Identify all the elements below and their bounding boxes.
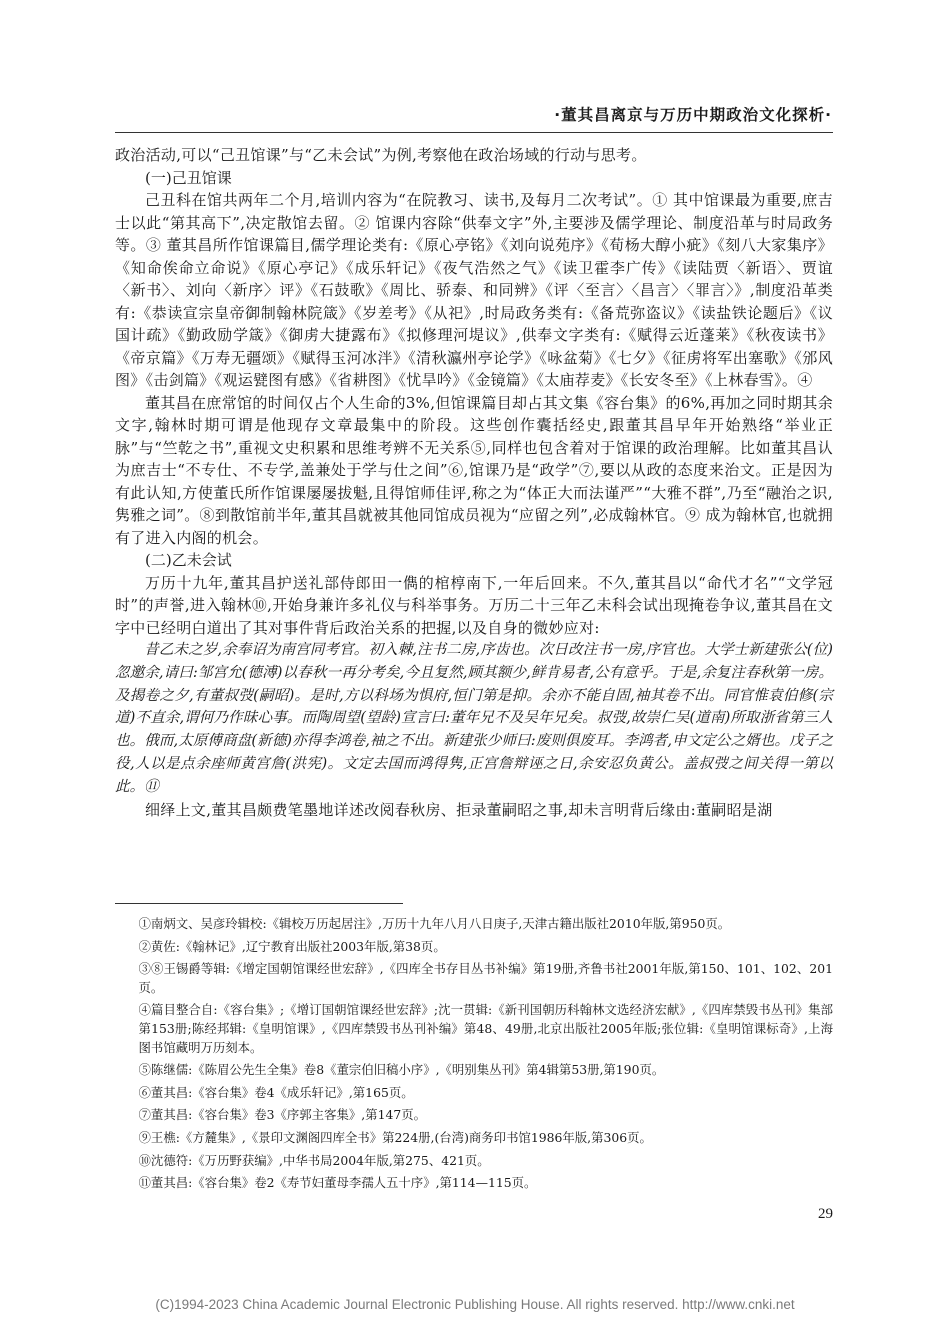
section-heading-jichou: (一)己丑馆课 — [145, 168, 232, 187]
footnote: ①南炳文、吴彦玲辑校:《辑校万历起居注》,万历十九年八月八日庚子,天津古籍出版社2010年版,第950页。 — [138, 916, 731, 931]
footnote: ⑥董其昌:《容台集》卷4《成乐轩记》,第165页。 — [138, 1084, 414, 1100]
paragraph-jichou-1: 己丑科在馆共两年二个月,培训内容为“在院教习、读书,及每月二次考试”。① 其中馆课最为重要,庶吉士以此“第其高下”,决定散馆去留。② 馆课内容除“供奉文字”外,主要涉及儒学理论、制度沿革与时局政务等。③ 董其昌所作馆课篇目,儒学理论类有:《原心亭铭》《刘向说苑序》《荀杨大醇小疵》《刻八大家集序》《知命俟命立命说》《原心亭记》《成乐轩记》《夜气浩然之气》《读卫霍李广传》《读陆贾〈新语〉、贾谊〈新书〉、刘向〈新序〉评》《石鼓歌》《周比、骄泰、和同辨》《评〈至言〉〈昌言〉〈罪言〉》,制度沿革类有:《恭读宣宗皇帝御制翰林院箴》《岁差考》《从祀》,时局政务类有:《备荒弥盗议》《读盐铁论题后》《议国计疏》《勤政励学箴》《御虏大捷露布》《拟修理河堤议》,供奉文字类有:《赋得云近蓬莱》《秋夜读书》《帝京篇》《万寿无疆颂》《赋得玉河冰泮》《清秋瀛州亭论学》《咏盆菊》《七夕》《征虏将军出塞歌》《邠风图》《击剑篇》《观运甓图有感》《省耕图》《忧旱吟》《金镜篇》《太庙荐麦》《长安冬至》《上林春雪》。④ — [115, 191, 833, 389]
paragraph-yiwei-2: 细绎上文,董其昌颇费笔墨地详述改阅春秋房、拒录董嗣昭之事,却未言明背后缘由:董嗣昭是湖 — [145, 800, 773, 819]
page-number: 29 — [818, 1206, 833, 1222]
article-body — [115, 144, 833, 821]
footnote-rule — [115, 903, 403, 904]
header-rule — [115, 132, 833, 133]
copyright-notice: (C)1994-2023 China Academic Journal Electronic Publishing House. All rights reserved. http://www.cnki.net — [155, 1297, 795, 1312]
paragraph-yiwei-1: 万历十九年,董其昌护送礼部侍郎田一儁的棺椁南下,一年后回来。不久,董其昌以“命代才名”“文学冠时”的声誉,进入翰林⑩,开始身兼许多礼仪与科举事务。万历二十三年乙未科会试出现掩卷争议,董其昌在文字中已经明白道出了其对事件背后政治关系的把握,以及自身的微妙应对: — [115, 573, 833, 637]
intro-paragraph: 政治活动,可以“己丑馆课”与“乙未会试”为例,考察他在政治场域的行动与思考。 — [115, 146, 647, 164]
footnotes — [115, 915, 833, 1197]
section-heading-yiwei: (二)乙未会试 — [145, 551, 232, 569]
block-quote: 昔乙未之岁,余奉诏为南宫同考官。初入棘,注书二房,序齿也。次日改注书一房,序官也。大学士新建张公(位)忽邀余,请曰:邹宫允(德溥)以春秋一再分考矣,今且复然,顾其额少,鲜肯易者,公有意乎。于是,余复注春秋第一房。及揭卷之夕,有董叔弢(嗣昭)。是时,方以科场为惧府,恒门第是抑。余亦不能自固,袖其卷不出。同官惟袁伯修(宗道)不直余,谓何乃作昧心事。而陶周望(望龄)宣言曰:董年兄不及吴年兄矣。叔弢,故崇仁吴(道南)所取浙省第三人也。俄而,太原傅商盘(新德)亦得李鸿卷,袖之不出。新建张少师曰:废则俱废耳。李鸿者,申文定公之婿也。戊子之役,人以是点余座师黄宫詹(洪宪)。文定去国而鸿得隽,正宫詹辩诬之日,余安忍负黄公。盖叔弢之间关得一第以此。⑪ — [115, 641, 833, 795]
footnote: ⑦董其昌:《容台集》卷3《序郭主客集》,第147页。 — [138, 1107, 427, 1123]
footnote: ⑩沈德符:《万历野获编》,中华书局2004年版,第275、421页。 — [138, 1152, 490, 1168]
footnote: ⑪董其昌:《容台集》卷2《寿节妇董母李孺人五十序》,第114—115页。 — [138, 1175, 537, 1191]
footnote: ③⑧王锡爵等辑:《增定国朝馆课经世宏辞》,《四库全书存目丛书补编》第19册,齐鲁书社2001年版,第150、101、102、201页。 — [138, 961, 833, 995]
footnote: ⑨王樵:《方麓集》,《景印文渊阁四库全书》第224册,(台湾)商务印书馆1986年版,第306页。 — [138, 1129, 652, 1145]
footnote: ④篇目整合自:《容台集》;《增订国朝馆课经世宏辞》;沈一贯辑:《新刊国朝历科翰林文选经济宏献》,《四库禁毁书丛刊》集部第153册;陈经邦辑:《皇明馆课》,《四库禁毁书丛刊补编》第48、49册,北京出版社2005年版;张位辑:《皇明馆课标奇》,上海图书馆藏明万历刻本。 — [138, 1002, 833, 1055]
paragraph-jichou-2: 董其昌在庶常馆的时间仅占个人生命的3%,但馆课篇目却占其文集《容台集》的6%,再加之同时期其余文字,翰林时期可谓是他现存文章最集中的阶段。这些创作囊括经史,跟董其昌早年开始熟络“举业正脉”与“竺乾之书”,重视文史积累和思维考辨不无关系⑤,同样也包含着对于馆课的政治理解。比如董其昌认为庶吉士“不专仕、不专学,盖兼处于学与仕之间”⑥,馆课乃是“政学”⑦,要以从政的态度来治文。正是因为有此认知,方使董氏所作馆课屡屡拔魁,且得馆师佳评,称之为“体正大而法谨严”“大雅不群”,乃至“融治之识,隽雅之词”。⑧到散馆前半年,董其昌就被其他同馆成员视为“应留之列”,必成翰林官。⑨ 成为翰林官,也就拥有了进入内阁的机会。 — [115, 393, 833, 547]
footnote: ②黄佐:《翰林记》,辽宁教育出版社2003年版,第38页。 — [138, 938, 446, 954]
running-title: ·董其昌离京与万历中期政治文化探析· — [554, 106, 832, 124]
footnote: ⑤陈继儒:《陈眉公先生全集》卷8《董宗伯旧稿小序》,《明别集丛刊》第4辑第53册,第190页。 — [138, 1062, 665, 1078]
